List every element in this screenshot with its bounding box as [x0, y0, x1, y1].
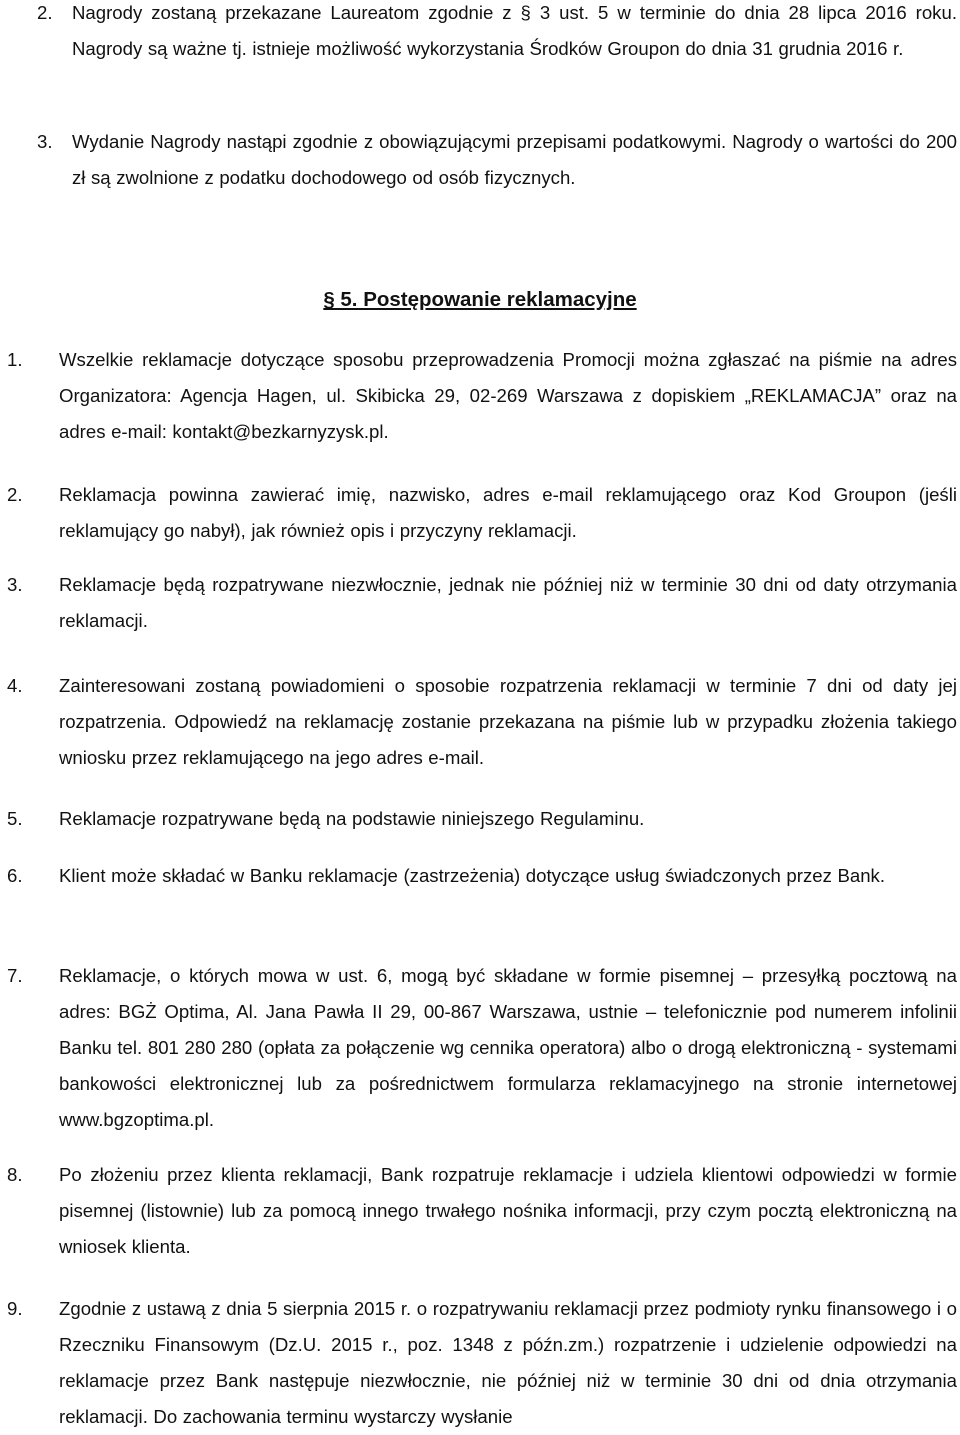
- list-item-number: 2.: [37, 2, 53, 23]
- list-item-number: 2.: [7, 484, 23, 505]
- list-item-text: Po złożeniu przez klienta reklamacji, Bank rozpatruje reklamacje i udziela klientowi odpowiedzi w formie pisemnej (listownie) lub za pomocą innego trwałego nośnika informacji, przy czym pocztą elektroniczną na wniosek klienta.: [59, 1164, 957, 1257]
- list-item-number: 3.: [7, 574, 23, 595]
- list-item-number: 1.: [7, 349, 23, 370]
- list-item-text: Reklamacja powinna zawierać imię, nazwisko, adres e-mail reklamującego oraz Kod Groupon (jeśli reklamujący go nabył), jak również opis i przyczyny reklamacji.: [59, 484, 957, 541]
- list-item-number: 6.: [7, 865, 23, 886]
- list-item-number: 4.: [7, 675, 23, 696]
- list-item-number: 5.: [7, 808, 23, 829]
- list-item-number: 7.: [7, 965, 23, 986]
- list-item-text: Zainteresowani zostaną powiadomieni o sposobie rozpatrzenia reklamacji w terminie 7 dni od daty jej rozpatrzenia. Odpowiedź na reklamację zostanie przekazana na piśmie lub w przypadku złożenia takiego wniosku przez reklamującego na jego adres e-mail.: [59, 675, 957, 768]
- list-item-text: Klient może składać w Banku reklamacje (zastrzeżenia) dotyczące usług świadczonych przez Bank.: [59, 865, 885, 886]
- list-item-text: Zgodnie z ustawą z dnia 5 sierpnia 2015 r. o rozpatrywaniu reklamacji przez podmioty rynku finansowego i o Rzeczniku Finansowym (Dz.U. 2015 r., poz. 1348 z późn.zm.) rozpatrzenie i udzielenie odpowiedzi na reklamacje przez Bank następuje niezwłocznie, nie później niż w terminie 30 dni od dnia otrzymania reklamacji. Do zachowania terminu wystarczy wysłanie: [59, 1298, 957, 1427]
- list-item-text: Wszelkie reklamacje dotyczące sposobu przeprowadzenia Promocji można zgłaszać na piśmie na adres Organizatora: Agencja Hagen, ul. Skibicka 29, 02-269 Warszawa z dopiskiem „REKLAMACJA” oraz na adres e-mail: kontakt@bezkarnyzysk.pl.: [59, 349, 957, 442]
- list-item-text: Reklamacje będą rozpatrywane niezwłocznie, jednak nie później niż w terminie 30 dni od daty otrzymania reklamacji.: [59, 574, 957, 631]
- section-title: § 5. Postępowanie reklamacyjne: [323, 288, 637, 311]
- list-item-number: 8.: [7, 1164, 23, 1185]
- list-item-number: 3.: [37, 131, 53, 152]
- list-item-text: Reklamacje, o których mowa w ust. 6, mogą być składane w formie pisemnej – przesyłką pocztową na adres: BGŻ Optima, Al. Jana Pawła II 29, 00-867 Warszawa, ustnie – telefonicznie pod numerem infolinii Banku tel. 801 280 280 (opłata za połączenie wg cennika operatora) albo o drogą elektroniczną - systemami bankowości elektronicznej lub za pośrednictwem formularza reklamacyjnego na stronie internetowej www.bgzoptima.pl.: [59, 965, 957, 1130]
- list-item-number: 9.: [7, 1298, 23, 1319]
- list-item-text: Nagrody zostaną przekazane Laureatom zgodnie z § 3 ust. 5 w terminie do dnia 28 lipca 2016 roku. Nagrody są ważne tj. istnieje możliwość wykorzystania Środków Groupon do dnia 31 grudnia 2016 r.: [72, 2, 957, 59]
- list-item-text: Wydanie Nagrody nastąpi zgodnie z obowiązującymi przepisami podatkowymi. Nagrody o wartości do 200 zł są zwolnione z podatku dochodowego od osób fizycznych.: [72, 131, 957, 188]
- list-item-text: Reklamacje rozpatrywane będą na podstawie niniejszego Regulaminu.: [59, 808, 645, 829]
